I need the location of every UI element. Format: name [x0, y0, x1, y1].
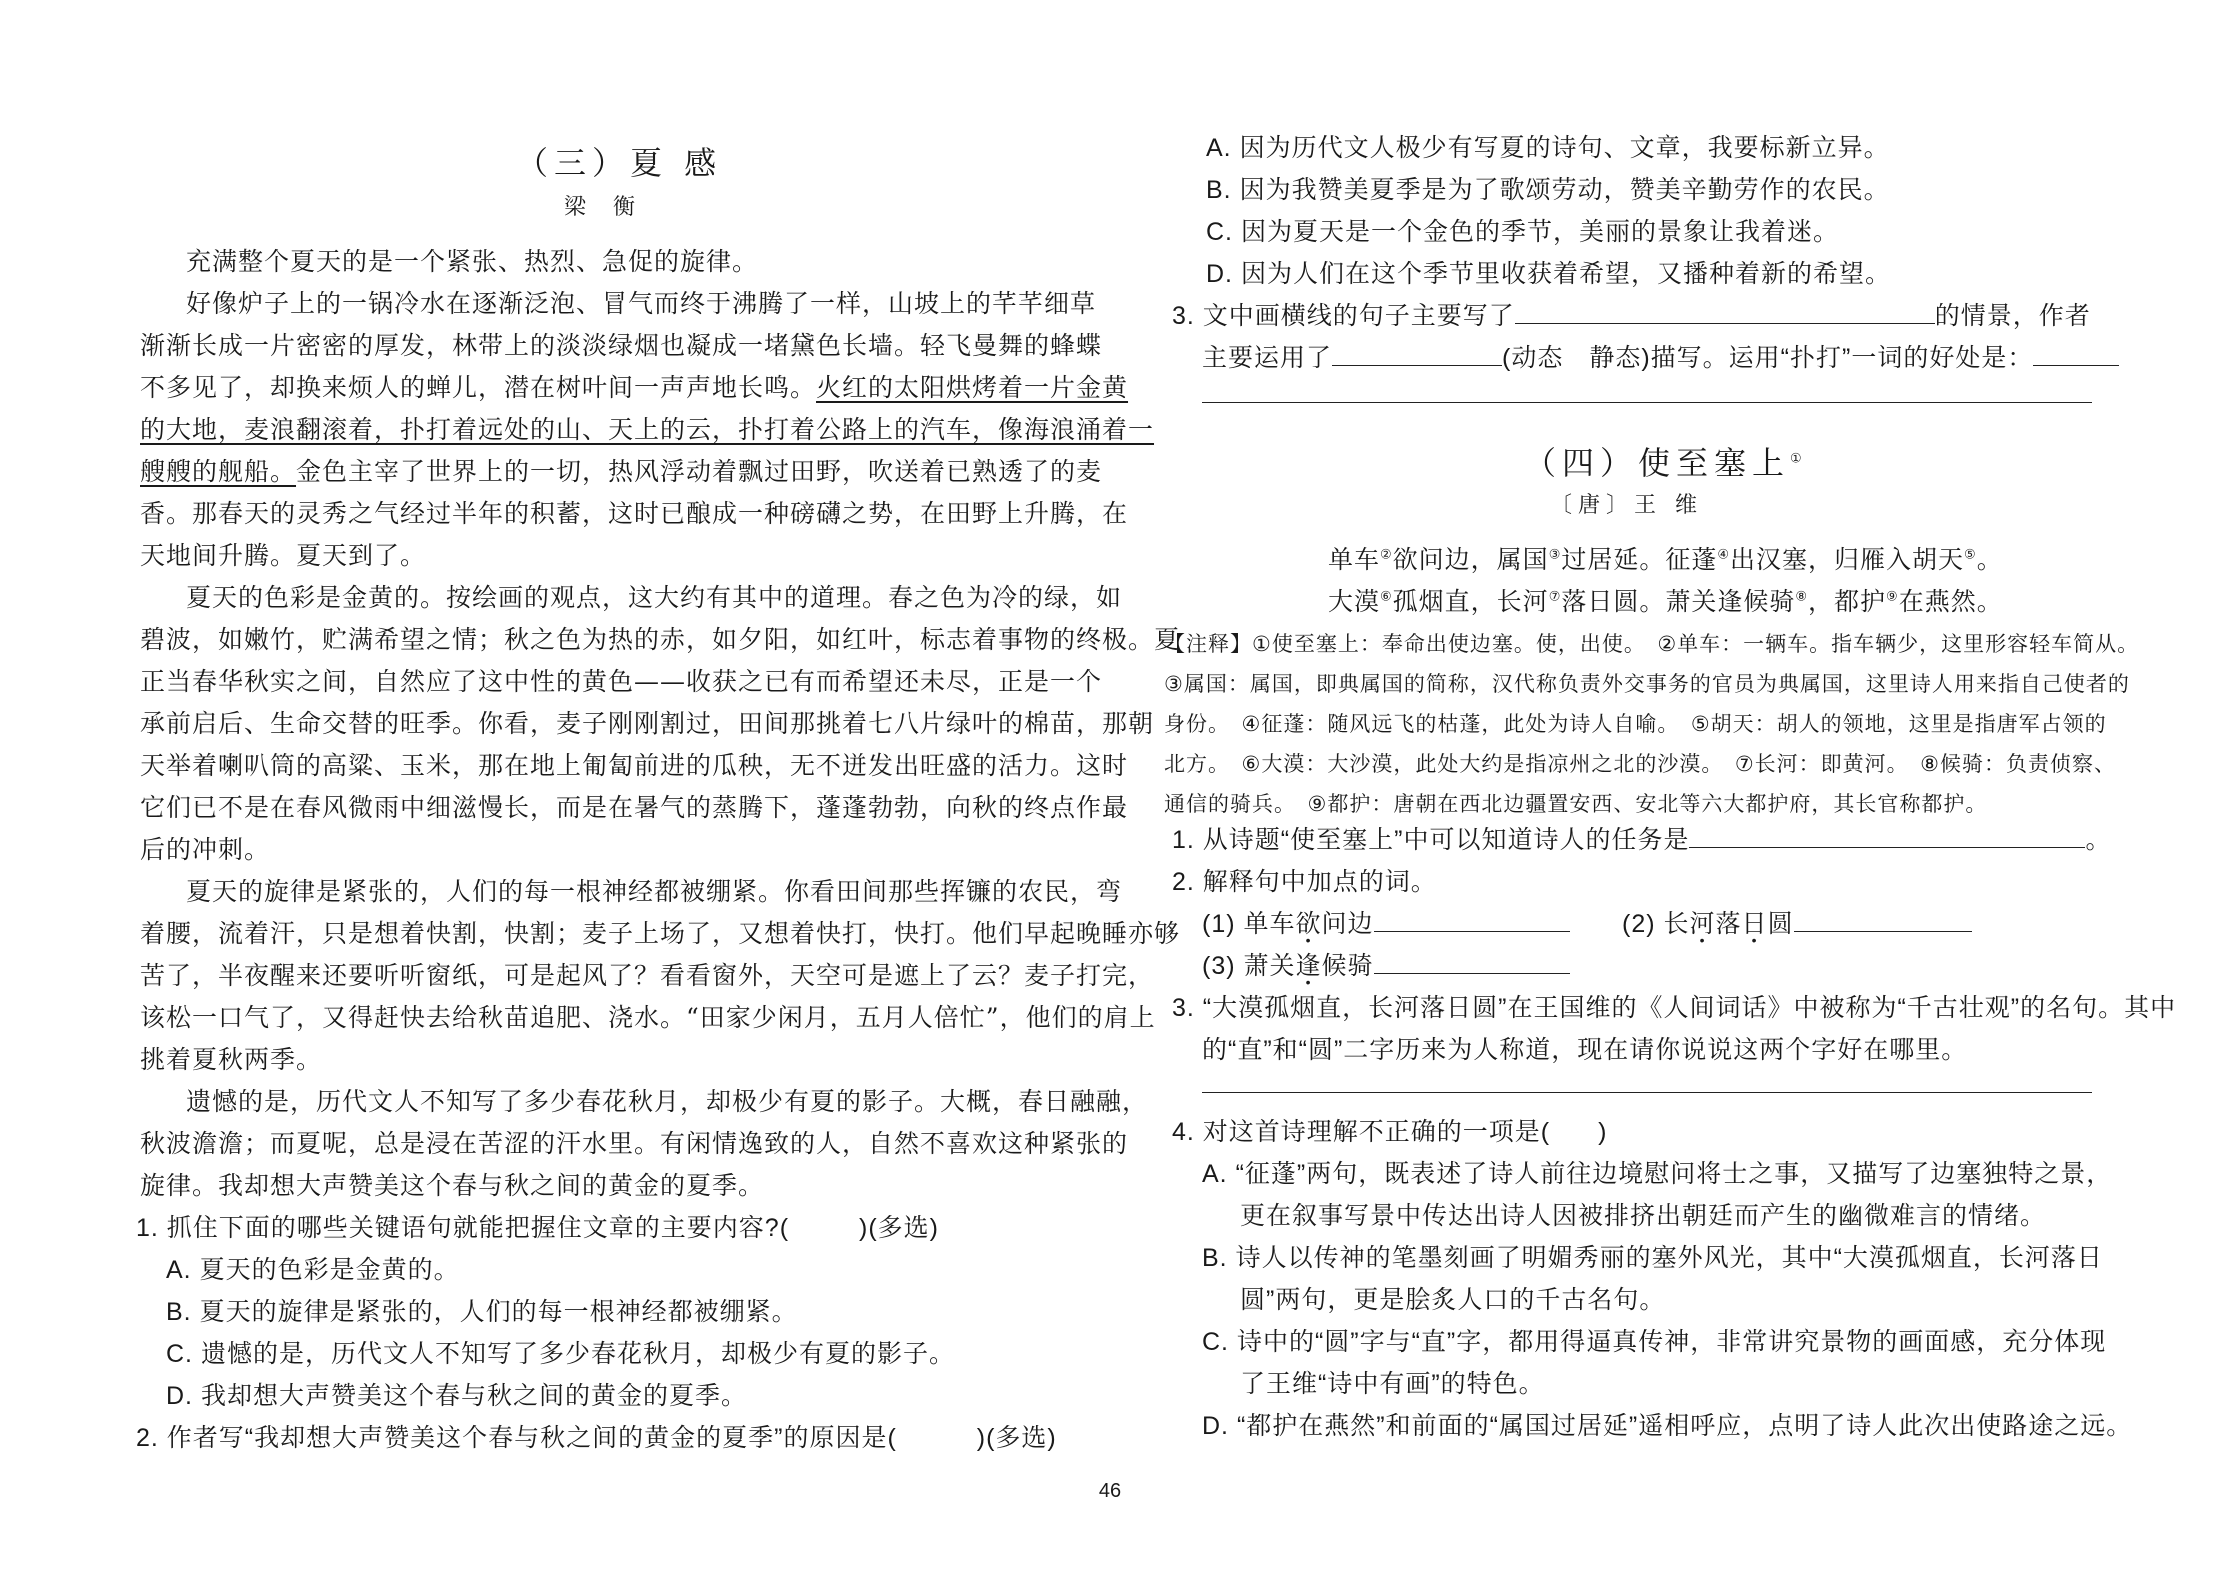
pq4-option-b-cont: 圆”两句，更是脍炙人口的千古名句。: [1240, 1286, 1666, 1314]
essay-title: （三）夏 感: [516, 144, 723, 182]
passage-line: 它们已不是在春风微雨中细滋慢长，而是在暑气的蒸腾下，蓬蓬勃勃，向秋的终点作最: [140, 793, 1129, 822]
pq4-option-b: B. 诗人以传神的笔墨刻画了明媚秀丽的塞外风光，其中“大漠孤烟直，长河落日: [1202, 1244, 2103, 1272]
poem-text: ，都护: [1808, 587, 1887, 616]
annotation-line: 身份。 ④征蓬：随风远飞的枯蓬，此处为诗人自喻。 ⑤胡天：胡人的领地，这里是指唐军占领的: [1164, 713, 2107, 736]
question-3-part2: 的情景，作者: [1934, 302, 2091, 330]
answer-blank-pq1[interactable]: [1689, 823, 2085, 848]
item-number: (1): [1202, 910, 1244, 938]
poem-text: 孤烟直，长河: [1392, 587, 1549, 616]
poem-text: 欲问边，属国: [1392, 545, 1549, 574]
pq4-option-d: D. “都护在燕然”和前面的“属国过居延”遥相呼应，点明了诗人此次出使路途之远。: [1202, 1412, 2133, 1440]
passage-line: 好像炉子上的一锅冷水在逐渐泛泡、冒气而终于沸腾了一样，山坡上的芊芊细草: [186, 289, 1097, 318]
passage-line: 天地间升腾。夏天到了。: [140, 541, 427, 570]
poem-line-1: [1328, 540, 2003, 576]
q2-option-b: B. 因为我赞美夏季是为了歌颂劳动，赞美辛勤劳作的农民。: [1206, 176, 1890, 204]
q2-option-c: C. 因为夏天是一个金色的季节，美丽的景象让我着迷。: [1206, 218, 1839, 246]
answer-blank-pq2-2[interactable]: [1794, 907, 1972, 932]
passage-line: 承前启后、生命交替的旺季。你看，麦子刚刚割过，田间那挑着七八片绿叶的棉苗，那朝: [140, 709, 1155, 738]
passage-line: 充满整个夏天的是一个紧张、热烈、急促的旋律。: [186, 247, 759, 276]
answer-blank-q2[interactable]: [897, 1422, 977, 1446]
passage-line: 天举着喇叭筒的高粱、玉米，那在地上匍匐前进的瓜秧，无不迸发出旺盛的活力。这时: [140, 751, 1129, 780]
answer-blank-pq2-3[interactable]: [1374, 949, 1570, 974]
q2-option-d: D. 因为人们在这个季节里收获着希望，又播种着新的希望。: [1206, 260, 1891, 288]
poem-line-2: [1328, 582, 2003, 618]
pq2-item-1: [1202, 904, 1570, 940]
essay-author: 梁 衡: [564, 195, 645, 220]
question-2-suffix: )(多选): [976, 1424, 1057, 1452]
poem-title-text: （四）使至塞上: [1524, 444, 1791, 482]
pq4-option-a: A. “征蓬”两句，既表述了诗人前往边境慰问将士之事，又描写了边塞独特之景，: [1202, 1160, 2113, 1188]
dotted-word: 逢: [1295, 952, 1322, 980]
poem-author: 〔唐〕王 维: [1550, 493, 1703, 518]
poem-text: 。: [1976, 545, 2003, 574]
poem-text: 出汉塞，归雁入胡天: [1730, 545, 1965, 574]
poem-question-4: [1172, 1112, 1607, 1148]
answer-blank-q1[interactable]: [789, 1212, 859, 1236]
poem-text: 在燕然。: [1898, 587, 2003, 616]
poem-question-3-cont: 的“直”和“圆”二字历来为人称道，现在请你说说这两个字好在哪里。: [1202, 1036, 1968, 1064]
pq4-option-c: C. 诗中的“圆”字与“直”字，都用得逼真传神，非常讲究景物的画面感，充分体现: [1202, 1328, 2107, 1356]
note-marker: ⑦: [1548, 589, 1562, 605]
passage-line: [140, 368, 1128, 404]
answer-blank-q3-scene[interactable]: [1515, 299, 1935, 324]
poem-text: 单车: [1328, 545, 1381, 574]
annotation-line: 北方。 ⑥大漠：大沙漠，此处大约是指凉州之北的沙漠。 ⑦长河：即黄河。 ⑧候骑：负责侦察、: [1164, 753, 2116, 776]
note-marker: ④: [1717, 547, 1731, 563]
question-3: [1172, 296, 2091, 332]
passage-line: 渐渐长成一片密密的厚发，林带上的淡淡绿烟也凝成一堵黛色长墙。轻飞曼舞的蜂蝶: [140, 331, 1103, 360]
question-2-stem: 2. 作者写“我却想大声赞美这个春与秋之间的黄金的夏季”的原因是(: [136, 1424, 897, 1452]
passage-line: 香。那春天的灵秀之气经过半年的积蓄，这时已酿成一种磅礴之势，在田野上升腾，在: [140, 499, 1129, 528]
passage-text: 金色主宰了世界上的一切，热风浮动着飘过田野，吹送着已熟透了的麦: [296, 457, 1103, 486]
item-text: 萧关: [1243, 952, 1296, 980]
poem-text: 过居延。征蓬: [1561, 545, 1718, 574]
passage-line: 夏天的色彩是金黄的。按绘画的观点，这大约有其中的道理。春之色为冷的绿，如: [186, 583, 1123, 612]
question-3-part3: 主要运用了: [1202, 344, 1333, 372]
pq4-option-a-cont: 更在叙事写景中传达出诗人因被排挤出朝廷而产生的幽微难言的情绪。: [1240, 1202, 2047, 1230]
question-2: [136, 1418, 1057, 1454]
pq2-item-3: [1202, 946, 1570, 982]
option-b: B. 夏天的旋律是紧张的，人们的每一根神经都被绷紧。: [166, 1298, 798, 1326]
question-1-stem: 1. 抓住下面的哪些关键语句就能把握住文章的主要内容?(: [136, 1214, 790, 1242]
item-text: 问边: [1321, 910, 1374, 938]
poem-question-4-stem: 4. 对这首诗理解不正确的一项是(: [1172, 1118, 1551, 1146]
item-text: 落: [1715, 910, 1742, 938]
note-marker: ③: [1548, 547, 1562, 563]
passage-line: 夏天的旋律是紧张的，人们的每一根神经都被绷紧。你看田间那些挥镰的农民，弯: [186, 877, 1123, 906]
item-text: 单车: [1243, 910, 1296, 938]
answer-blank-pq2-1[interactable]: [1374, 907, 1570, 932]
passage-line: 遗憾的是，历代文人不知写了多少春花秋月，却极少有夏的影子。大概，春日融融，: [186, 1087, 1149, 1116]
poem-text: 落日圆。萧关逢候骑: [1561, 587, 1796, 616]
poem-question-3: 3. “大漠孤烟直，长河落日圆”在王国维的《人间词话》中被称为“千古壮观”的名句。其中: [1172, 994, 2177, 1022]
passage-line: 挑着夏秋两季。: [140, 1045, 323, 1074]
passage-line: [140, 452, 1102, 488]
passage-text: 不多见了，却换来烦人的蝉儿，潜在树叶间一声声地长鸣。: [140, 373, 817, 402]
option-d: D. 我却想大声赞美这个春与秋之间的黄金的夏季。: [166, 1382, 747, 1410]
poem-question-1-end: 。: [2085, 826, 2112, 854]
item-text: 候骑: [1321, 952, 1374, 980]
passage-line: 后的冲刺。: [140, 835, 271, 864]
note-marker: ⑨: [1886, 589, 1899, 605]
underlined-sentence: 的大地，麦浪翻滚着，扑打着远处的山、天上的云，扑打着公路上的汽车，像海浪涌着一: [140, 415, 1155, 444]
note-marker: ②: [1380, 547, 1393, 563]
note-marker: ⑧: [1795, 589, 1809, 605]
answer-line[interactable]: [1202, 1092, 2092, 1093]
underlined-sentence: 艘艘的舰船。: [140, 457, 297, 486]
passage-line: 秋波澹澹；而夏呢，总是浸在苦涩的汗水里。有闲情逸致的人，自然不喜欢这种紧张的: [140, 1129, 1129, 1158]
poem-text: 大漠: [1328, 587, 1381, 616]
passage-line: 旋律。我却想大声赞美这个春与秋之间的黄金的夏季。: [140, 1171, 765, 1200]
pq4-option-c-cont: 了王维“诗中有画”的特色。: [1240, 1370, 1545, 1398]
question-1-suffix: )(多选): [859, 1214, 940, 1242]
question-3-line2: [1202, 338, 2119, 374]
poem-question-4-suffix: ): [1598, 1118, 1608, 1146]
note-marker: ⑥: [1380, 589, 1393, 605]
option-c: C. 遗憾的是，历代文人不知写了多少春花秋月，却极少有夏的影子。: [166, 1340, 955, 1368]
passage-line: 碧波，如嫩竹，贮满希望之情；秋之色为热的赤，如夕阳，如红叶，标志着事物的终极。夏: [140, 625, 1181, 654]
dotted-word: 欲: [1295, 910, 1322, 938]
pq2-item-2: [1622, 904, 1972, 940]
item-text: 圆: [1767, 910, 1794, 938]
passage-line: 该松一口气了，又得赶快去给秋苗追肥、浇水。“田家少闲月，五月人倍忙”，他们的肩上: [140, 1003, 1156, 1032]
note-marker: ⑤: [1964, 547, 1977, 563]
option-a: A. 夏天的色彩是金黄的。: [166, 1256, 460, 1284]
poem-question-1-stem: 1. 从诗题“使至塞上”中可以知道诗人的任务是: [1172, 826, 1690, 854]
underlined-sentence: 火红的太阳烘烤着一片金黄: [816, 373, 1129, 402]
question-3-part1: 3. 文中画横线的句子主要写了: [1172, 302, 1515, 330]
item-number: (2): [1622, 910, 1664, 938]
dotted-word: 河: [1689, 910, 1716, 938]
answer-line[interactable]: [1202, 402, 2092, 403]
dotted-word: 日: [1741, 910, 1768, 938]
item-number: (3): [1202, 952, 1244, 980]
item-text: 长: [1663, 910, 1690, 938]
answer-blank-pq4[interactable]: [1550, 1116, 1598, 1140]
page-number: 46: [1098, 1480, 1122, 1502]
question-1: [136, 1208, 939, 1244]
q2-option-a: A. 因为历代文人极少有写夏的诗句、文章，我要标新立异。: [1206, 134, 1890, 162]
annotation-line: 通信的骑兵。 ⑨都护：唐朝在西北边疆置安西、安北等六大都护府，其长官称都护。: [1164, 793, 1988, 816]
passage-line: 苦了，半夜醒来还要听听窗纸，可是起风了？看看窗外，天空可是遮上了云？麦子打完，: [140, 961, 1155, 990]
annotation-line: 【注释】①使至塞上：奉命出使边塞。使，出使。 ②单车：一辆车。指车辆少，这里形容轻车简从。: [1164, 633, 2140, 656]
poem-question-1: [1172, 820, 2111, 856]
poem-title-note: ①: [1790, 451, 1808, 467]
answer-blank-q3-method[interactable]: [1332, 341, 1502, 366]
passage-line: 正当春华秋实之间，自然应了这中性的黄色——收获之已有而希望还未尽，正是一个: [140, 667, 1103, 696]
poem-title: [1524, 438, 1808, 484]
question-3-part4: (动态 静态)描写。运用“扑打”一词的好处是：: [1502, 344, 2034, 372]
annotation-line: ③属国：属国，即典属国的简称，汉代称负责外交事务的官员为典属国，这里诗人用来指自己使者的: [1164, 673, 2130, 696]
passage-line: 着腰，流着汗，只是想着快割，快割；麦子上场了，又想着快打，快打。他们早起晚睡亦够: [140, 919, 1181, 948]
answer-blank-q3-benefit[interactable]: [2033, 341, 2119, 366]
poem-question-2: 2. 解释句中加点的词。: [1172, 868, 1437, 896]
